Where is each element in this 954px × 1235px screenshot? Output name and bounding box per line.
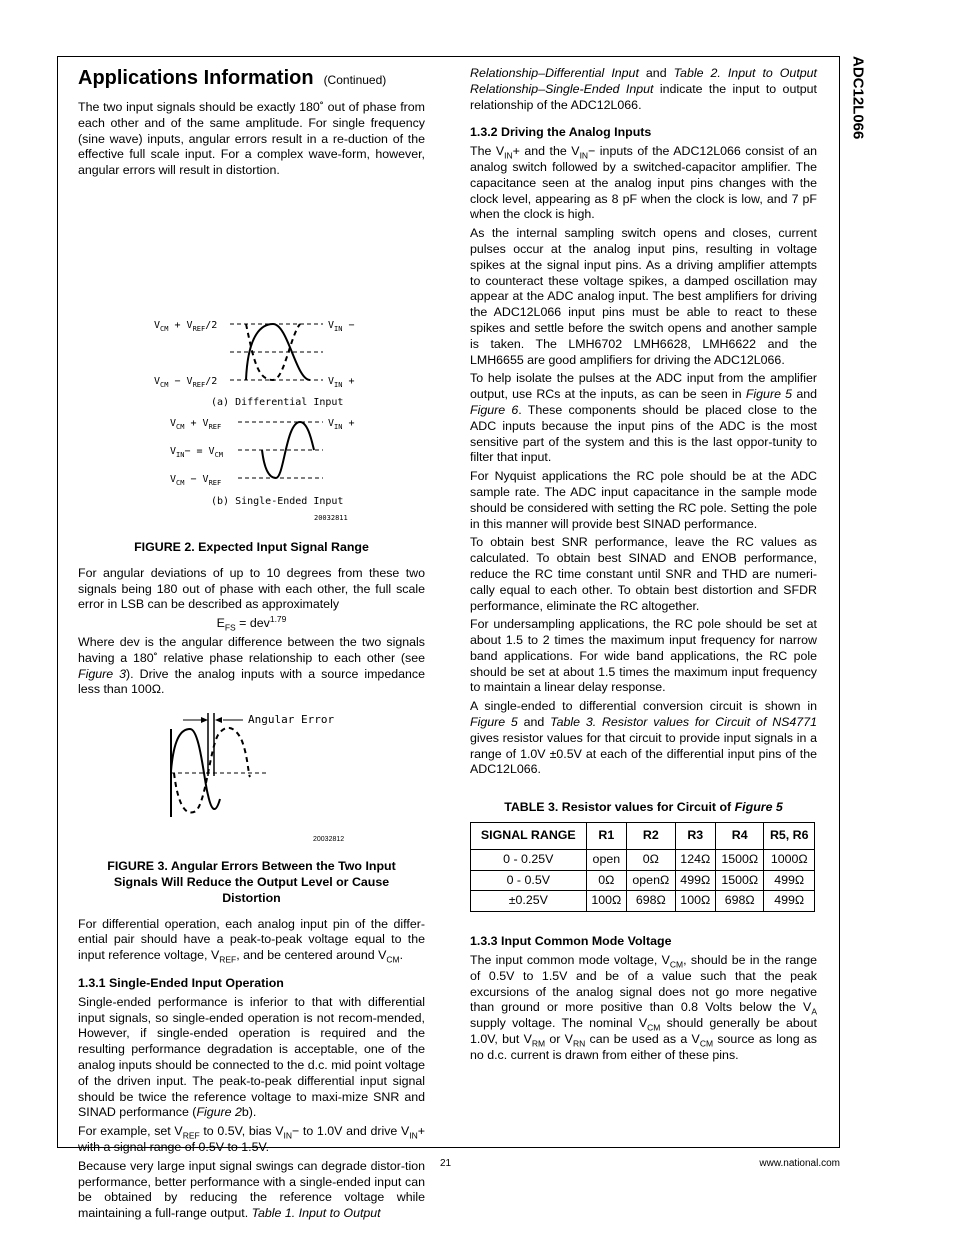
section-heading-1-3-1: 1.3.1 Single-Ended Input Operation [78, 975, 284, 990]
paragraph: Relationship–Differential Input and Table 2. Input to Output Relationship–Single-Ended Input indicate the input to output relationship of the ADC12L066. [470, 66, 817, 112]
fig2b-label-vin-eq-vcm: $V_{IN}- = V_{CM}$ [170, 445, 224, 459]
table-cell: 1500Ω [716, 849, 764, 870]
paragraph: Where dev is the angular difference between the two signals having a 180˚ relative phase relationship to each other (see Figure 3). Drive the analog inputs with a source impedance less than 100Ω. [78, 634, 425, 697]
fig2-id: 20032811 [314, 513, 348, 522]
figure-5-link[interactable]: Figure 5 [470, 715, 518, 730]
table-cell: openΩ [627, 870, 675, 891]
figure-2-caption: FIGURE 2. Expected Input Signal Range [134, 539, 369, 554]
table-cell: 0Ω [586, 870, 626, 891]
table-cell: 100Ω [586, 891, 626, 912]
fig2b-label-vcm-minus-vref: $V_{CM} - V_{REF}$ [170, 473, 222, 487]
equation: $E_{FS} = dev^{1.79}$ [216, 614, 287, 633]
angular-error-label: Angular Error [248, 713, 335, 727]
paragraph: For differential operation, each analog input pin of the differ-ential pair should have a peak-to-peak voltage equal to the input reference voltage, $V_{REF}$, and be centered around $V_{CM}$. [78, 916, 425, 965]
table-cell: 698Ω [716, 891, 764, 912]
section-heading-1-3-2: 1.3.2 Driving the Analog Inputs [470, 125, 652, 140]
paragraph: For example, set $V_{REF}$ to 0.5V, bias $V_{IN}-$ to 1.0V and drive $V_{IN}+$ with a signal range of 0.5V to 1.5V. [78, 1124, 425, 1154]
table-3-caption: TABLE 3. Resistor values for Circuit of Figure 5 [504, 800, 783, 815]
table-header-row [471, 823, 815, 850]
fig3-id: 20032812 [313, 836, 345, 844]
table-header-cell: R4 [716, 823, 764, 850]
table-row [471, 849, 815, 870]
table-cell: 499Ω [764, 870, 815, 891]
paragraph: Because very large input signal swings can degrade distor-tion performance, better performance with a single-ended input can be obtained by reducing the reference voltage while maintaining a full-range output. Table 1. Input to Output [78, 1158, 425, 1221]
table-cell: ±0.25V [471, 891, 587, 912]
paragraph: The $V_{IN}+$ and the $V_{IN}-$ inputs of the ADC12L066 consist of an analog switch followed by a switched-capacitor amplifier. The capacitance seen at the analog input pins changes with the clock level, appearing as 8 pF when the clock is low, and 7 pF when the clock is high. [470, 144, 817, 222]
paragraph: A single-ended to differential conversion circuit is shown in Figure 5 and Table 3. Resistor values for Circuit of NS4771 gives resistor values for that circuit to provide input signals in a range of 1.0V ±0.5V at each of the differential input pins of the ADC12L066. [470, 699, 817, 777]
table-body [471, 849, 815, 911]
table-cell: 1500Ω [716, 870, 764, 891]
paragraph: For Nyquist applications the RC pole should be at the ADC sample rate. The ADC input capacitance in the sample mode should be considered with setting the RC pole. Setting the pole in this manner will provide best SINAD performance. [470, 469, 817, 531]
table-cell: 1000Ω [764, 849, 815, 870]
page-title: Applications Information (Continued) [78, 67, 387, 89]
fig2-caption-b: (b) Single-Ended Input [211, 495, 344, 507]
paragraph: To obtain best SNR performance, leave the RC values as calculated. To obtain best SINAD and ENOB performance, reduce the RC time constant until SNR and THD are numeri-cally equal to each other. To obtain best distortion and SFDR performance, eliminate the RC altogether. [470, 535, 817, 613]
paragraph: To help isolate the pulses at the ADC input from the amplifier output, use RCs at the inputs, as can be seen in Figure 5 and Figure 6. These components should be placed close to the ADC inputs because the input pins of the ADC is the most sensitive part of the system and this is the last oppor-tunity to filter that input. [470, 371, 817, 465]
page-number: 21 [440, 1158, 452, 1169]
figure-2b-graphic [78, 412, 425, 532]
figure-5-link[interactable]: Figure 5 [745, 387, 793, 402]
table-header-cell: R3 [675, 823, 715, 850]
table-cell: 499Ω [675, 870, 715, 891]
fig2-label-vin-plus: $V_{IN}$ + [328, 375, 355, 389]
table-1-link-cont[interactable]: Relationship–Differential Input [470, 66, 639, 80]
table-cell: 0 - 0.5V [471, 870, 587, 891]
fig2-label-vin-minus: $V_{IN}$ − [328, 319, 355, 333]
paragraph: For undersampling applications, the RC pole should be set at about 1.5 to 2 times the maximum input frequency for narrow band applications. For wide band applications, the RC pole should be set at about 1.5 times the maximum input frequency to maintain a linear delay response. [470, 617, 817, 695]
resistor-table [470, 822, 815, 912]
figure-3-graphic [78, 701, 425, 851]
table-cell: 0 - 0.25V [471, 849, 587, 870]
section-heading-1-3-3: 1.3.3 Input Common Mode Voltage [470, 934, 672, 949]
paragraph: As the internal sampling switch opens and closes, current pulses occur at the analog input pins, resulting in voltage spikes at the signal input pins. As a driving amplifier attempts to counteract these voltage spikes, a damped oscillation may appear at the ADC analog input. The best amplifiers for driving the ADC12L066 input pins must be able to react to these spikes and settle before the switch opens and another sample is taken. The LMH6702 LMH6628, LMH6622 and the LMH6655 are good amplifiers for driving the ADC12L066. [470, 226, 817, 367]
continued-label: (Continued) [323, 73, 387, 87]
table-cell: 698Ω [627, 891, 675, 912]
table-1-link[interactable]: Table 1. Input to Output [251, 1206, 381, 1221]
figure-2-graphic [78, 182, 425, 412]
paragraph: Single-ended performance is inferior to that with differential input signals, so single-ended operation is not recom-mended, However, if single-ended operation is required and the resulting performance degradation is acceptable, one of the analog inputs should be connected to the d.c. mid point voltage of the driven input. The peak-to-peak differential input signal should be twice the reference voltage to maxi-mize SNR and SINAD performance (Figure 2b). [78, 994, 425, 1120]
table-2-link[interactable]: Table 2. Input to Output Relationship–Single-Ended Input [470, 66, 817, 96]
figure-3-caption: FIGURE 3. Angular Errors Between the Two Input Signals Will Reduce the Output Level or Cause Distortion [107, 859, 396, 905]
table-row [471, 891, 815, 912]
left-column [78, 66, 425, 1225]
figure-2 [78, 182, 425, 556]
paragraph: For angular deviations of up to 10 degrees from these two signals being 180 out of phase with each other, the full scale error in LSB can be described as approximately [78, 565, 425, 612]
right-column [470, 66, 817, 1067]
paragraph: The two input signals should be exactly 180˚ out of phase from each other and of the same amplitude. For single frequency (sine wave) inputs, angular errors result in a re-duction of the effective full scale input. For a complex wave-form, however, angular errors will result in distortion. [78, 100, 425, 178]
figure-3 [78, 701, 425, 906]
table-cell: open [586, 849, 626, 870]
table-header-cell: SIGNAL RANGE [471, 823, 587, 850]
paragraph: The input common mode voltage, $V_{CM}$, should be in the range of 0.5V to 1.5V and be of a value such that the peak excursions of the analog signal does not go more negative than ground or more positive than 0.8 Volts below the $V_A$ supply voltage. The nominal $V_{CM}$ should generally be about 1.0V, but $V_{RM}$ or $V_{RN}$ can be used as a $V_{CM}$ source as long as no d.c. current is drawn from either of these pins. [470, 953, 817, 1062]
table-cell: 499Ω [764, 891, 815, 912]
table-row [471, 870, 815, 891]
fig2-caption-a: (a) Differential Input [211, 396, 344, 408]
table-cell: 100Ω [675, 891, 715, 912]
fig2b-label-vin-plus: $V_{IN}$ + [328, 417, 355, 431]
footer-url[interactable]: www.national.com [759, 1158, 840, 1169]
table-cell: 0Ω [627, 849, 675, 870]
fig2b-label-vcm-plus-vref: $V_{CM} + V_{REF}$ [170, 417, 222, 431]
table-header-cell: R1 [586, 823, 626, 850]
table-3-link[interactable]: Table 3. Resistor values for Circuit of NS4771 [550, 715, 817, 730]
fig2-label-vcm-plus-vref2: $V_{CM} + V_{REF}/2$ [154, 319, 218, 333]
table-cell: 124Ω [675, 849, 715, 870]
figure-3-link[interactable]: Figure 3 [78, 666, 127, 681]
fig2-label-vcm-minus-vref2: $V_{CM} - V_{REF}/2$ [154, 375, 218, 389]
table-header-cell: R2 [627, 823, 675, 850]
figure-6-link[interactable]: Figure 6 [470, 402, 519, 417]
table-header-cell: R5, R6 [764, 823, 815, 850]
figure-2-link[interactable]: Figure 2 [196, 1105, 242, 1120]
side-part-number: ADC12L066 [849, 56, 867, 140]
